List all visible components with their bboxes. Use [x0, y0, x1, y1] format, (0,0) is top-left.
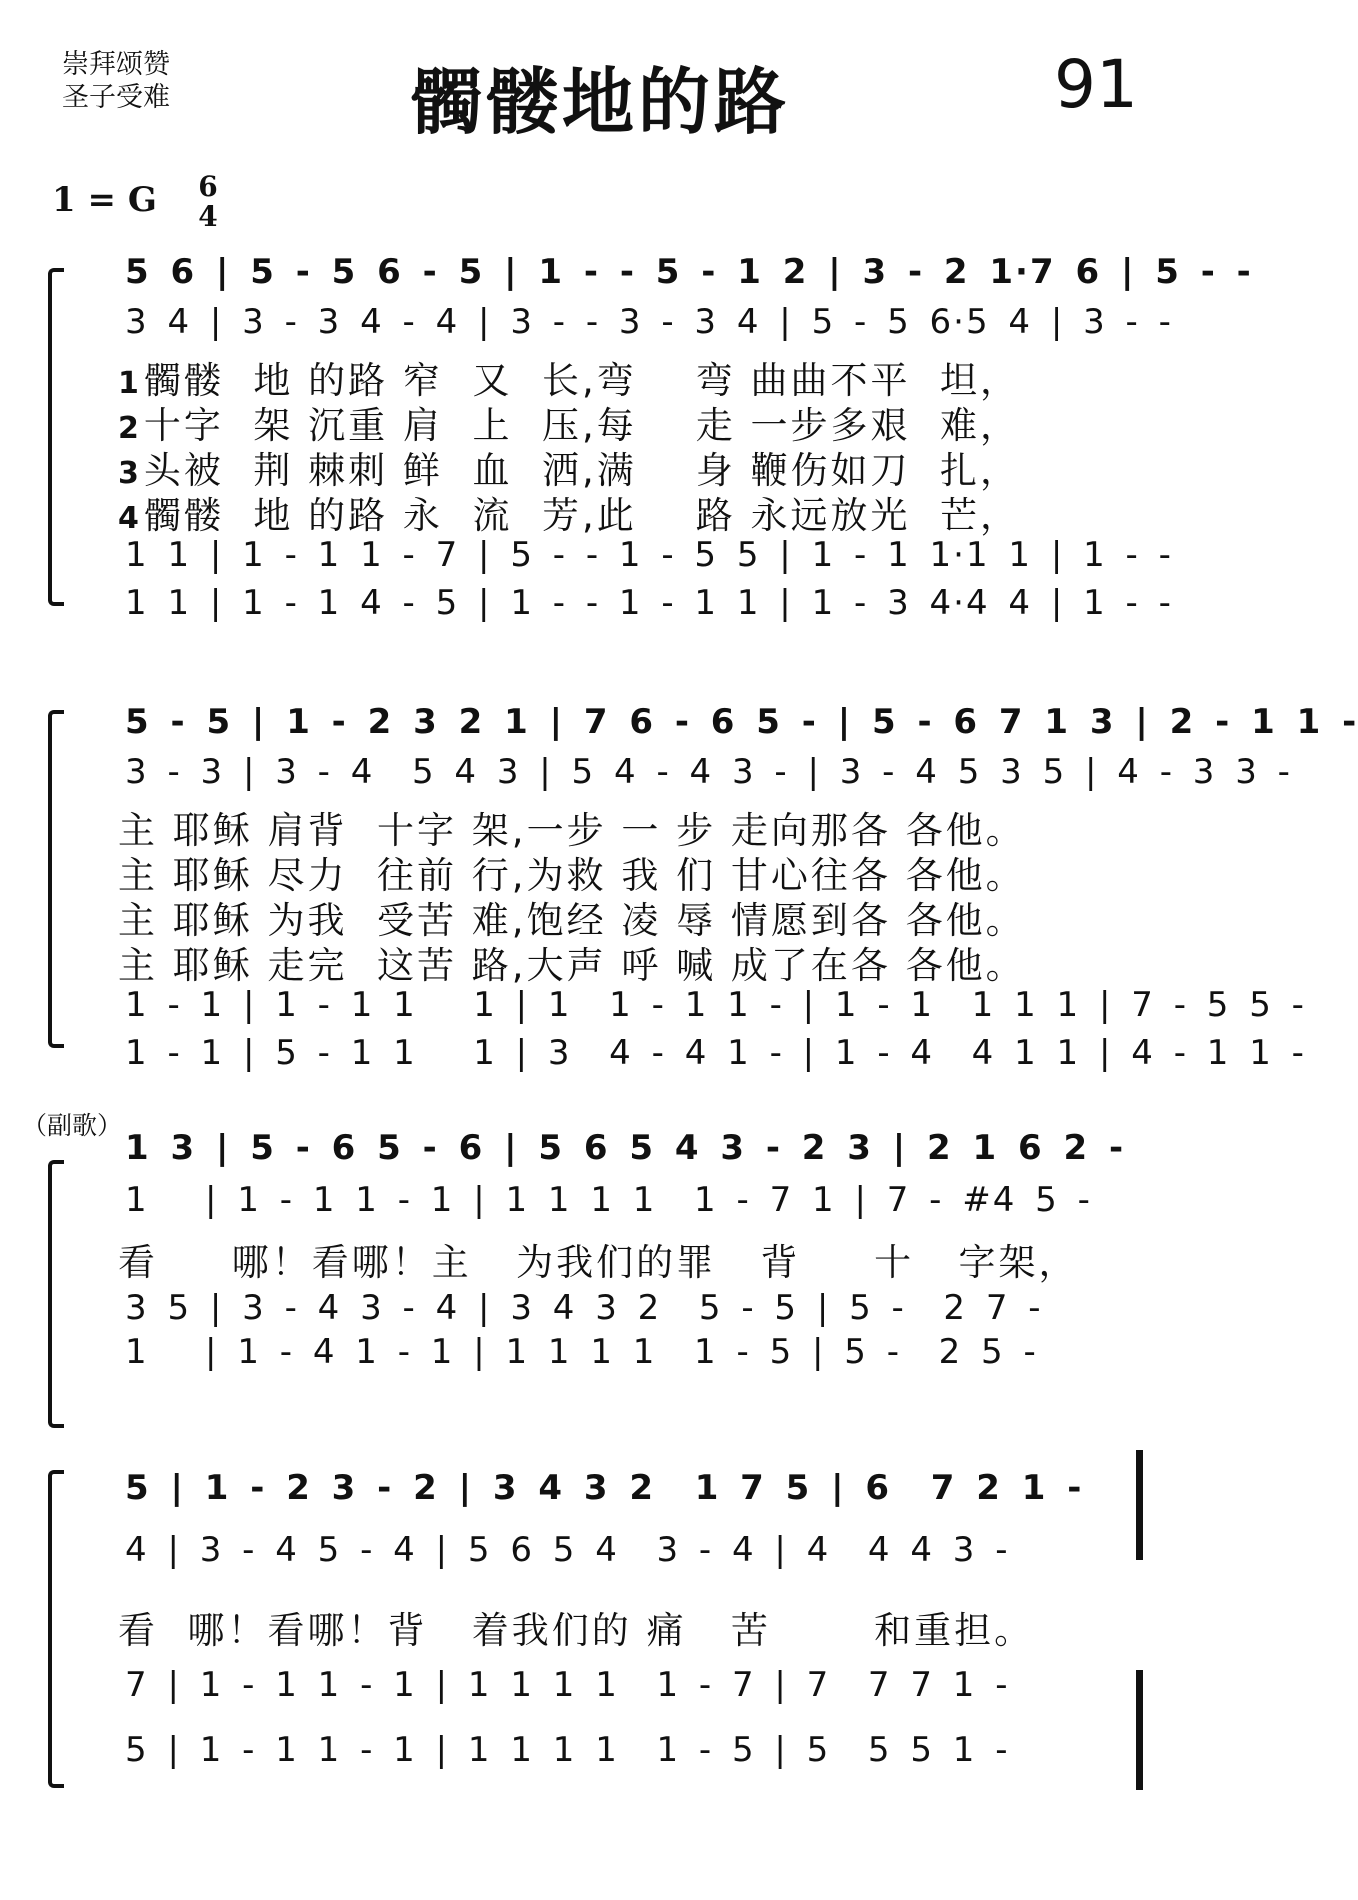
score-system-3 [0, 1110, 1200, 1440]
score-system-1 [0, 240, 1253, 640]
lyric-verse-3: 3头被 荆 棘刺 鲜 血 洒,满 身 鞭伤如刀 扎， [118, 449, 1021, 492]
final-barline-bottom [1136, 1670, 1143, 1790]
tenor-line: 3 5 | 3 - 4 3 - 4 | 3 4 3 2 5 - 5 | 5 - 2 7 - [125, 1288, 1043, 1328]
system-brace [48, 1160, 64, 1428]
bass-line: 5 | 1 - 1 1 - 1 | 1 1 1 1 1 - 5 | 5 5 5 1 - [125, 1730, 1010, 1770]
tenor-line: 1 - 1 | 1 - 1 1 1 | 1 1 - 1 1 - | 1 - 1 1 1 1 | 7 - 5 5 - [125, 985, 1306, 1025]
lyric-verse-2: 主 耶稣 尽力 往前 行,为救 我 们 甘心往各 各他。 [118, 854, 1026, 897]
score-system-4 [0, 1450, 1200, 1810]
lyric-verse-1: 主 耶稣 肩背 十字 架,一步 一 步 走向那各 各他。 [118, 809, 1026, 852]
lyric-verse-4: 4髑髅 地 的路 永 流 芳,此 路 永远放光 芒， [118, 494, 1021, 537]
time-signature-top: 6 [198, 170, 218, 203]
tenor-line: 1 1 | 1 - 1 1 - 7 | 5 - - 1 - 5 5 | 1 - 1 1·1 1 | 1 - - [125, 535, 1173, 575]
page-number: 91 [1054, 46, 1138, 123]
final-barline-top [1136, 1450, 1143, 1560]
melody-line: 5 | 1 - 2 3 - 2 | 3 4 3 2 1 7 5 | 6 7 2 1 - [125, 1468, 1084, 1508]
lyric-verse-4: 主 耶稣 走完 这苦 路,大声 呼 喊 成了在各 各他。 [118, 944, 1026, 987]
bass-line: 1 1 | 1 - 1 4 - 5 | 1 - - 1 - 1 1 | 1 - 3 4·4 4 | 1 - - [125, 583, 1173, 623]
key-signature: 1 = G [52, 180, 157, 220]
alto-line: 4 | 3 - 4 5 - 4 | 5 6 5 4 3 - 4 | 4 4 4 3 - [125, 1530, 1010, 1570]
score-system-2 [0, 690, 1358, 1073]
lyric-verse-3: 主 耶稣 为我 受苦 难,饱经 凌 辱 情愿到各 各他。 [118, 899, 1026, 942]
hymn-title: 髑髅地的路 [409, 60, 790, 144]
melody-line: 5 - 5 | 1 - 2 3 2 1 | 7 6 - 6 5 - | 5 - 6 7 1 3 | 2 - 1 1 - [125, 702, 1358, 742]
alto-line: 3 4 | 3 - 3 4 - 4 | 3 - - 3 - 3 4 | 5 - 5 6·5 4 | 3 - - [125, 302, 1173, 342]
lyric-line: 看 哪！看哪！背 着我们的 痛 苦 和重担。 [118, 1609, 1035, 1652]
lyric-verse-2: 2十字 架 沉重 肩 上 压,每 走 一步多艰 难， [118, 404, 1021, 447]
time-signature [196, 172, 220, 232]
system-brace [48, 710, 64, 1048]
refrain-label: （副歌） [22, 1111, 123, 1140]
lyric-verse-1: 1髑髅 地 的路 窄 又 长,弯 弯 曲曲不平 坦， [118, 359, 1021, 402]
melody-line: 1 3 | 5 - 6 5 - 6 | 5 6 5 4 3 - 2 3 | 2 1 6 2 - [125, 1128, 1126, 1168]
system-brace [48, 268, 64, 606]
tenor-line: 7 | 1 - 1 1 - 1 | 1 1 1 1 1 - 7 | 7 7 7 1 - [125, 1665, 1010, 1705]
category-line-2: 圣子受难 [62, 82, 170, 113]
alto-line: 3 - 3 | 3 - 4 5 4 3 | 5 4 - 4 3 - | 3 - 4 5 3 5 | 4 - 3 3 - [125, 752, 1292, 792]
alto-line: 1 | 1 - 1 1 - 1 | 1 1 1 1 1 - 7 1 | 7 - #4 5 - [125, 1180, 1092, 1220]
lyric-line: 看 哪！看哪！主 为我们的罪 背 十 字架， [118, 1241, 1079, 1284]
bass-line: 1 - 1 | 5 - 1 1 1 | 3 4 - 4 1 - | 1 - 4 4 1 1 | 4 - 1 1 - [125, 1033, 1306, 1073]
time-signature-bottom: 4 [198, 200, 218, 233]
bass-line: 1 | 1 - 4 1 - 1 | 1 1 1 1 1 - 5 | 5 - 2 5 - [125, 1332, 1038, 1372]
melody-line: 5 6 | 5 - 5 6 - 5 | 1 - - 5 - 1 2 | 3 - 2 1·7 6 | 5 - - [125, 252, 1253, 292]
system-brace [48, 1470, 64, 1788]
category-line-1: 崇拜颂赞 [62, 49, 170, 80]
